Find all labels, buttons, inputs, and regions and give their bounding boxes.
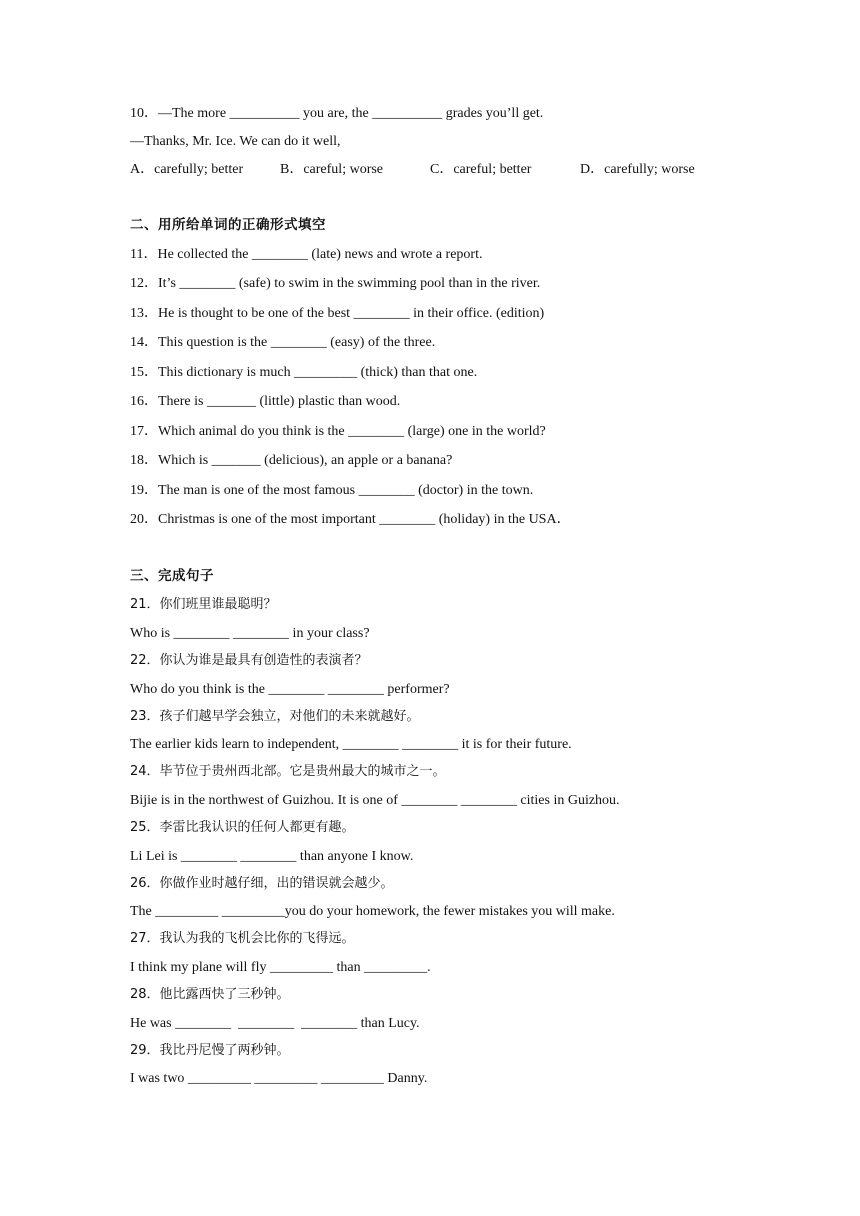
q10-option-b: B．careful; worse <box>280 162 384 177</box>
section3-item-25-cn: 25．李雷比我认识的任何人都更有趣。 <box>130 820 355 835</box>
section3-item-26-cn: 26．你做作业时越仔细，出的错误就会越少。 <box>130 876 394 891</box>
section2-item-13: 13．He is thought to be one of the best ________ in their office. (edition) <box>130 306 545 321</box>
section3-item-27-cn: 27．我认为我的飞机会比你的飞得远。 <box>130 931 355 946</box>
section2-item-16: 16．There is _______ (little) plastic than wood. <box>130 394 401 409</box>
q10-option-d: D．carefully; worse <box>580 162 695 177</box>
q10-reply: —Thanks, Mr. Ice. We can do it well, <box>130 134 341 149</box>
section3-item-21-cn: 21．你们班里谁最聪明？ <box>130 597 277 612</box>
section3-item-22-cn: 22．你认为谁是最具有创造性的表演者？ <box>130 653 368 668</box>
q10-option-c: C．careful; better <box>430 162 532 177</box>
section3-item-28-cn: 28．他比露西快了三秒钟。 <box>130 987 290 1002</box>
section3-item-24-cn: 24．毕节位于贵州西北部。它是贵州最大的城市之一。 <box>130 764 446 779</box>
section2-item-17: 17．Which animal do you think is the ________ (large) one in the world? <box>130 424 546 439</box>
section3-item-24-en: Bijie is in the northwest of Guizhou. It is one of ________ ________ cities in Guizhou. <box>130 793 620 808</box>
q10-stem: 10．—The more __________ you are, the __________ grades you’ll get. <box>130 106 544 121</box>
section3-item-23-en: The earlier kids learn to independent, ________ ________ it is for their future. <box>130 737 572 752</box>
section3-item-26-en: The _________ _________you do your homework, the fewer mistakes you will make. <box>130 904 615 919</box>
section2-title: 二、用所给单词的正确形式填空 <box>130 217 326 233</box>
section2-item-14: 14．This question is the ________ (easy) of the three. <box>130 335 436 350</box>
section3-item-29-cn: 29．我比丹尼慢了两秒钟。 <box>130 1043 290 1058</box>
section2-item-12: 12．It’s ________ (safe) to swim in the swimming pool than in the river. <box>130 276 541 291</box>
section3-item-21-en: Who is ________ ________ in your class? <box>130 626 370 641</box>
section2-item-19: 19．The man is one of the most famous ________ (doctor) in the town. <box>130 483 534 498</box>
q10-option-a: A．carefully; better <box>130 162 244 177</box>
section2-item-18: 18．Which is _______ (delicious), an apple or a banana? <box>130 453 453 468</box>
section3-title: 三、完成句子 <box>130 568 214 584</box>
section2-item-11: 11．He collected the ________ (late) news and wrote a report. <box>130 247 483 262</box>
section3-item-27-en: I think my plane will fly _________ than _________. <box>130 960 431 975</box>
section2-item-15: 15．This dictionary is much _________ (thick) than that one. <box>130 365 478 380</box>
section3-item-28-en: He was ________ ________ ________ than Lucy. <box>130 1016 420 1031</box>
section3-item-22-en: Who do you think is the ________ ________ performer? <box>130 682 450 697</box>
section3-item-29-en: I was two _________ _________ _________ Danny. <box>130 1071 428 1086</box>
section3-item-25-en: Li Lei is ________ ________ than anyone I know. <box>130 849 414 864</box>
section3-item-23-cn: 23．孩子们越早学会独立，对他们的未来就越好。 <box>130 709 420 724</box>
section2-item-20: 20．Christmas is one of the most important ________ (holiday) in the USA． <box>130 512 571 527</box>
